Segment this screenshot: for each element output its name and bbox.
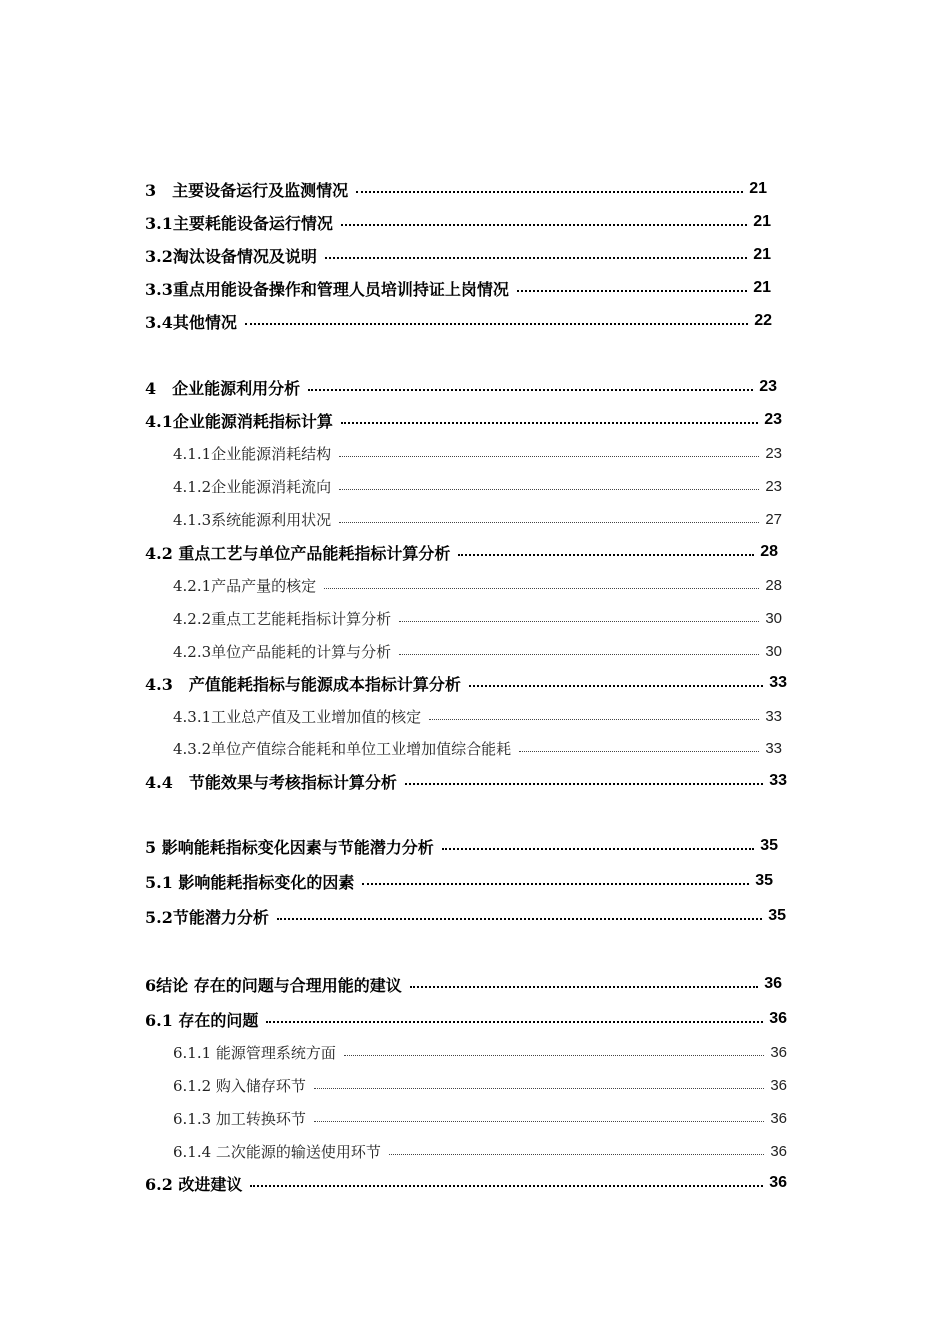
toc-entry-title: 4.3 产值能耗指标与能源成本指标计算分析 bbox=[145, 674, 461, 694]
dot-leader bbox=[389, 1154, 764, 1155]
toc-entry-title: 6.2 改进建议 bbox=[145, 1174, 243, 1194]
dot-leader bbox=[245, 323, 748, 325]
toc-entry[interactable] bbox=[173, 638, 782, 664]
toc-entry-title: 4.1企业能源消耗指标计算 bbox=[145, 411, 333, 431]
toc-entry[interactable] bbox=[145, 374, 777, 400]
dot-leader bbox=[308, 389, 753, 391]
toc-entry-page: 30 bbox=[765, 609, 782, 627]
toc-entry-title: 6.1.3 加工转换环节 bbox=[173, 1109, 306, 1128]
dot-leader bbox=[429, 719, 759, 720]
toc-entry-title: 4.3.1工业总产值及工业增加值的核定 bbox=[173, 707, 422, 726]
toc-entry-page: 27 bbox=[765, 510, 782, 528]
toc-entry[interactable] bbox=[145, 833, 778, 859]
toc-entry-title: 3.4其他情况 bbox=[145, 312, 237, 332]
toc-entry-title: 4.1.3系统能源利用状况 bbox=[173, 510, 332, 529]
toc-entry[interactable] bbox=[145, 1170, 787, 1196]
toc-entry-page: 36 bbox=[770, 1109, 787, 1127]
toc-entry-title: 3.3重点用能设备操作和管理人员培训持证上岗情况 bbox=[145, 279, 509, 299]
toc-entry-page: 21 bbox=[749, 180, 767, 197]
toc-entry-page: 36 bbox=[764, 975, 782, 992]
toc-entry-page: 35 bbox=[768, 907, 786, 924]
toc-entry-title: 4.2.3单位产品能耗的计算与分析 bbox=[173, 642, 392, 661]
toc-entry-title: 4.4 节能效果与考核指标计算分析 bbox=[145, 772, 397, 792]
dot-leader bbox=[314, 1121, 764, 1122]
toc-entry-page: 21 bbox=[753, 279, 771, 296]
dot-leader bbox=[339, 456, 759, 457]
dot-leader bbox=[399, 654, 759, 655]
toc-entry-page: 28 bbox=[760, 543, 778, 560]
toc-entry[interactable] bbox=[145, 407, 782, 433]
toc-entry-title: 6.1.4 二次能源的输送使用环节 bbox=[173, 1142, 381, 1161]
toc-entry[interactable] bbox=[173, 1039, 787, 1065]
toc-entry[interactable] bbox=[145, 176, 767, 202]
toc-entry[interactable] bbox=[173, 703, 782, 729]
toc-entry-page: 28 bbox=[765, 576, 782, 594]
toc-entry[interactable] bbox=[145, 1006, 787, 1032]
toc-entry-page: 33 bbox=[765, 707, 782, 725]
dot-leader bbox=[325, 257, 747, 259]
dot-leader bbox=[277, 918, 762, 920]
toc-entry-title: 6结论 存在的问题与合理用能的建议 bbox=[145, 975, 402, 995]
toc-entry[interactable] bbox=[145, 903, 786, 929]
toc-entry-title: 6.1 存在的问题 bbox=[145, 1010, 259, 1030]
dot-leader bbox=[266, 1021, 763, 1023]
dot-leader bbox=[399, 621, 759, 622]
toc-entry-page: 36 bbox=[769, 1174, 787, 1191]
toc-entry[interactable] bbox=[145, 308, 772, 334]
toc-entry-page: 36 bbox=[769, 1010, 787, 1027]
toc-entry-title: 5.1 影响能耗指标变化的因素 bbox=[145, 872, 355, 892]
toc-entry-title: 4.1.2企业能源消耗流向 bbox=[173, 477, 332, 496]
toc-entry-title: 4.2.2重点工艺能耗指标计算分析 bbox=[173, 609, 392, 628]
toc-entry[interactable] bbox=[173, 506, 782, 532]
toc-entry[interactable] bbox=[145, 670, 787, 696]
toc-entry[interactable] bbox=[173, 1105, 787, 1131]
dot-leader bbox=[517, 290, 747, 292]
toc-entry-title: 6.1.2 购入储存环节 bbox=[173, 1076, 306, 1095]
toc-entry-title: 3.2淘汰设备情况及说明 bbox=[145, 246, 317, 266]
dot-leader bbox=[339, 522, 759, 523]
dot-leader bbox=[250, 1185, 763, 1187]
toc-entry-page: 23 bbox=[765, 444, 782, 462]
toc-entry[interactable] bbox=[145, 209, 771, 235]
toc-entry[interactable] bbox=[173, 1072, 787, 1098]
toc-entry-page: 33 bbox=[769, 674, 787, 691]
toc-entry-title: 4.1.1企业能源消耗结构 bbox=[173, 444, 332, 463]
toc-entry-title: 3.1主要耗能设备运行情况 bbox=[145, 213, 333, 233]
toc-entry-page: 36 bbox=[770, 1142, 787, 1160]
toc-entry-page: 21 bbox=[753, 246, 771, 263]
dot-leader bbox=[314, 1088, 764, 1089]
toc-entry-page: 23 bbox=[764, 411, 782, 428]
toc-entry-page: 33 bbox=[769, 772, 787, 789]
toc-entry-title: 4.2.1产品产量的核定 bbox=[173, 576, 317, 595]
dot-leader bbox=[362, 883, 749, 885]
toc-entry-page: 21 bbox=[753, 213, 771, 230]
toc-entry-page: 35 bbox=[760, 837, 778, 854]
toc-entry-page: 23 bbox=[765, 477, 782, 495]
dot-leader bbox=[519, 751, 759, 752]
toc-entry[interactable] bbox=[173, 473, 782, 499]
dot-leader bbox=[458, 554, 754, 556]
dot-leader bbox=[405, 783, 763, 785]
toc-entry[interactable] bbox=[145, 971, 782, 997]
toc-entry-page: 23 bbox=[759, 378, 777, 395]
toc-entry[interactable] bbox=[145, 242, 771, 268]
toc-entry[interactable] bbox=[145, 768, 787, 794]
toc-entry-page: 36 bbox=[770, 1076, 787, 1094]
toc-entry-page: 35 bbox=[755, 872, 773, 889]
toc-entry-title: 6.1.1 能源管理系统方面 bbox=[173, 1043, 336, 1062]
dot-leader bbox=[356, 191, 743, 193]
toc-entry[interactable] bbox=[173, 605, 782, 631]
toc-entry[interactable] bbox=[145, 868, 773, 894]
toc-entry-title: 4.3.2单位产值综合能耗和单位工业增加值综合能耗 bbox=[173, 739, 512, 758]
toc-entry-page: 22 bbox=[754, 312, 772, 329]
toc-entry[interactable] bbox=[173, 1138, 787, 1164]
toc-entry-page: 33 bbox=[765, 739, 782, 757]
toc-entry-title: 4 企业能源利用分析 bbox=[145, 378, 301, 398]
dot-leader bbox=[469, 685, 763, 687]
toc-entry-title: 5 影响能耗指标变化因素与节能潜力分析 bbox=[145, 837, 434, 857]
dot-leader bbox=[341, 422, 758, 424]
dot-leader bbox=[339, 489, 759, 490]
dot-leader bbox=[442, 848, 754, 850]
dot-leader bbox=[324, 588, 759, 589]
toc-entry-title: 5.2节能潜力分析 bbox=[145, 907, 269, 927]
toc-entry[interactable] bbox=[145, 539, 778, 565]
toc-entry[interactable] bbox=[173, 572, 782, 598]
toc-entry-page: 30 bbox=[765, 642, 782, 660]
toc-entry[interactable] bbox=[173, 440, 782, 466]
dot-leader bbox=[410, 986, 758, 988]
toc-entry-page: 36 bbox=[770, 1043, 787, 1061]
toc-entry[interactable] bbox=[145, 275, 771, 301]
toc-entry-title: 3 主要设备运行及监测情况 bbox=[145, 180, 349, 200]
dot-leader bbox=[341, 224, 747, 226]
toc-entry-title: 4.2 重点工艺与单位产品能耗指标计算分析 bbox=[145, 543, 451, 563]
dot-leader bbox=[344, 1055, 764, 1056]
toc-entry[interactable] bbox=[173, 735, 782, 761]
